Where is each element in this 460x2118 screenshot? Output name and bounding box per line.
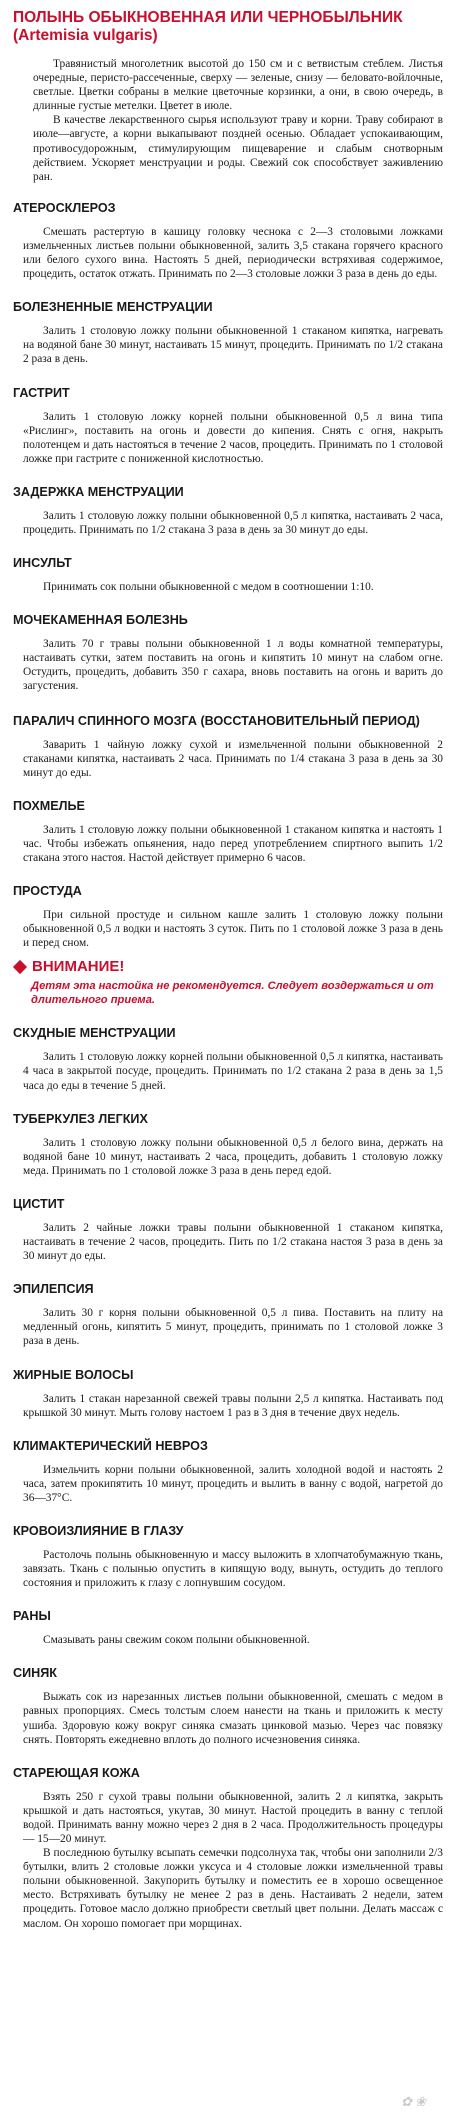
remedy-section — [13, 1439, 447, 1505]
remedy-body — [13, 1463, 447, 1505]
remedy-body — [13, 410, 447, 466]
remedy-text: Заварить 1 чайную ложку сухой и измельченной полыни обыкновенной 2 стаканами кипятка, настаивать 2 часа. Принимать по 1/4 стакана 3 раза в день за 30 минут до еды. — [23, 738, 443, 779]
remedy-text: Залить 2 чайные ложки травы полыни обыкновенной 1 стаканом кипятка, настаивать в течение 2 часов, процедить. Пить по 1/2 стакана настоя 3 раза в день за 30 минут до еды. — [23, 1221, 443, 1263]
remedy-section — [13, 556, 447, 594]
remedy-section — [13, 300, 447, 366]
remedy-heading: ГАСТРИТ — [13, 385, 70, 400]
remedy-body — [13, 1136, 447, 1178]
warning-heading — [13, 958, 447, 976]
remedy-heading: ИНСУЛЬТ — [13, 556, 72, 571]
remedy-text: Принимать сок полыни обыкновенной с медом в соотношении 1:10. — [43, 581, 374, 594]
remedy-section — [13, 1197, 447, 1263]
remedy-heading: ЗАДЕРЖКА МЕНСТРУАЦИИ — [13, 484, 184, 499]
remedy-section — [13, 485, 447, 537]
remedy-text: Взять 250 г сухой травы полыни обыкновенной, залить 2 л кипятка, закрыть крышкой и дать настояться, укутав, 30 минут. Настой процедить в ванну с теплой водой. Принимать ванну можно через 2 дня в 2 часа. Продолжительность процедуры — 15—20 минут. — [23, 1790, 443, 1845]
remedy-section — [13, 799, 447, 865]
remedy-heading: ЖИРНЫЕ ВОЛОСЫ — [13, 1367, 134, 1382]
remedy-text: Залить 1 столовую ложку корней полыни обыкновенной 0,5 л вина типа «Рислинг», поставить на огонь и довести до кипения. Снять с огня, накрыть полотенцем и дать настояться в течение 2 часов, процедить. Принимать по 1 столовой ложке при гастрите с пониженной кислотностью. — [23, 410, 443, 465]
remedy-heading: СКУДНЫЕ МЕНСТРУАЦИИ — [13, 1026, 176, 1041]
intro-paragraph-1: Травянистый многолетник высотой до 150 см и с ветвистым стеблем. Листья очередные, перисто-рассеченные, сверху — зеленые, снизу — беловато-войлочные, светлые. Цветки собраны в мелкие цветочные корзинки, а они, в свою очередь, в длинные густые метелки. Цветет в июле. — [33, 58, 443, 113]
remedy-body — [13, 1790, 447, 1931]
remedy-section — [13, 1666, 447, 1746]
remedy-heading: СИНЯК — [13, 1666, 57, 1681]
remedy-body — [13, 908, 447, 950]
remedy-text: Измельчить корни полыни обыкновенной, залить холодной водой и настоять 2 часа, затем прокипятить 10 минут, процедить и вылить в ванну с водой, нагретой до 36—37°С. — [23, 1463, 443, 1504]
remedy-text: Залить 1 стакан нарезанной свежей травы полыни 2,5 л кипятка. Настаивать под крышкой 30 минут. Мыть голову настоем 1 раз в 3 дня в течение двух недель. — [23, 1392, 443, 1419]
remedy-section — [13, 386, 447, 466]
remedy-body — [13, 738, 447, 780]
remedy-text: Смазывать раны свежим соком полыни обыкновенной. — [43, 1634, 310, 1647]
remedy-body — [13, 1221, 447, 1263]
remedy-body — [13, 1392, 447, 1420]
remedies-list-2 — [13, 1026, 447, 1930]
remedy-body — [13, 1306, 447, 1348]
remedy-body — [13, 509, 447, 537]
remedy-section — [13, 1609, 447, 1647]
remedy-body — [13, 637, 447, 693]
remedy-body — [13, 1633, 447, 1647]
title-line-1: ПОЛЫНЬ ОБЫКНОВЕННАЯ ИЛИ ЧЕРНОБЫЛЬНИК — [13, 9, 403, 26]
remedy-section — [13, 613, 447, 693]
remedies-list-1 — [13, 201, 447, 951]
intro-paragraph-2: В качестве лекарственного сырья используют траву и корни. Траву собирают в июле—августе, а корни выкапывают поздней осенью. Обладает успокаивающим, противосудорожным, стимулирующим пищеварение и слабым снотворным действием. Ускоряет менструации и роды. Свежий сок способствует заживлению ран. — [33, 114, 443, 183]
remedy-body — [13, 324, 447, 366]
remedy-heading: РАНЫ — [13, 1609, 51, 1624]
remedy-section — [13, 201, 447, 281]
remedy-heading: СТАРЕЮЩАЯ КОЖА — [13, 1765, 140, 1780]
remedy-section — [13, 884, 447, 950]
remedy-section — [13, 1282, 447, 1348]
remedy-text: Залить 1 столовую ложку полыни обыкновенной 1 стаканом кипятка и настоять 1 час. Чтобы избежать опьянения, надо перед употреблением спиртного выпить 1/2 стакана этого настоя. Настой действует примерно 6 часов. — [23, 823, 443, 864]
remedy-heading: МОЧЕКАМЕННАЯ БОЛЕЗНЬ — [13, 613, 188, 628]
watermark: ✿ ❀ — [400, 2094, 426, 2109]
title-line-2: (Artemisia vulgaris) — [13, 27, 158, 44]
remedy-text: Залить 1 столовую ложку полыни обыкновенной 0,5 л белого вина, держать на водяной бане 10 минут, настаивать 2 часа, процедить, добавить 1 столовую ложку меда. Принимать по 1 столовой ложке 3 раза в день перед едой. — [23, 1136, 443, 1177]
remedy-heading: АТЕРОСКЛЕРОЗ — [13, 200, 116, 215]
warning-label: ВНИМАНИЕ! — [32, 958, 125, 976]
remedy-heading: ТУБЕРКУЛЕЗ ЛЕГКИХ — [13, 1111, 148, 1126]
warning-block — [13, 958, 447, 1007]
remedy-text: Выжать сок из нарезанных листьев полыни обыкновенной, смешать с медом в равных пропорциях. Смесь толстым слоем нанести на ткань и приложить к месту ушиба. Здоровую кожу вокруг синяка смазать цинковой мазью. Через час повязку снять. Повторять ежедневно вплоть до полного исчезновения синяка. — [23, 1691, 443, 1746]
remedy-heading: ПОХМЕЛЬЕ — [13, 798, 85, 813]
remedy-heading: ПРОСТУДА — [13, 884, 82, 899]
remedy-section — [13, 1026, 447, 1092]
remedy-text: При сильной простуде и сильном кашле залить 1 столовую ложку полыни обыкновенной 0,5 л водки и настоять 3 суток. Пить по 1 столовой ложке 3 раза в день и перед сном. — [23, 909, 443, 950]
warning-text: Детям эта настойка не рекомендуется. Следует воздержаться и от длительного приема. — [31, 980, 434, 1007]
remedy-heading: КРОВОИЗЛИЯНИЕ В ГЛАЗУ — [13, 1523, 184, 1538]
intro — [13, 57, 447, 184]
remedy-section — [13, 1524, 447, 1590]
remedy-section — [13, 1368, 447, 1420]
remedy-body — [13, 1690, 447, 1746]
remedy-text: Смешать растертую в кашицу головку чеснока с 2—3 столовыми ложками измельченных листьев полыни обыкновенной, залить 3,5 стакана горячего красного или белого сухого вина. Настоять 5 дней, периодически встряхивая содержимое, процедить, остаток отжать. Принимать по 2—3 столовые ложки 3 раза в день до еды. — [23, 225, 443, 281]
warning-diamond-icon — [13, 960, 27, 974]
remedy-section — [13, 1112, 447, 1178]
remedy-heading: ЦИСТИТ — [13, 1196, 65, 1211]
remedy-body — [13, 823, 447, 865]
remedy-text: Залить 1 столовую ложку полыни обыкновенной 1 стаканом кипятка, нагревать на водяной бане 30 минут, настаивать 15 минут, процедить. Принимать по 1/2 стакана 2 раза в день. — [23, 325, 443, 366]
remedy-body — [13, 1050, 447, 1092]
remedy-text-2: В последнюю бутылку всыпать семечки подсолнуха так, чтобы они заполнили 2/3 бутылки, влить 2 столовые ложки уксуса и 4 столовые ложки измельченной травы полыни обыкновенной. Закупорить бутылку и поместить ее в хорошо освещенное место. Встряхивать бутылку не менее 2 раз в день. Настаивать 2 недели, затем процедить. Готовое масло должно приобрести светлый цвет полыни. Делать массаж с маслом. Он хорошо помогает при морщинах. — [23, 1847, 443, 1930]
remedy-body — [13, 1548, 447, 1590]
remedy-section — [13, 1766, 447, 1931]
remedy-text: Растолочь полынь обыкновенную и массу выложить в хлопчатобумажную ткань, завязать. Ткань с полынью опустить в кипящую воду, вынуть, остудить до теплого состояния и приложить к глазу с лопнувшим сосудом. — [23, 1548, 443, 1590]
remedy-heading: КЛИМАКТЕРИЧЕСКИЙ НЕВРОЗ — [13, 1438, 208, 1453]
remedy-text: Залить 1 столовую ложку корней полыни обыкновенной 0,5 л кипятка, настаивать 4 часа в закрытой посуде, процедить. Принимать по 1/2 стакана 2 раза в день за 1,5 часа до еды в течение 5 дней. — [23, 1051, 443, 1092]
remedy-text: Залить 70 г травы полыни обыкновенной 1 л воды комнатной температуры, настаивать сутки, затем поставить на огонь и кипятить 10 минут на слабом огне. Остудить, процедить, добавить 350 г сахара, вновь поставить на огонь и варить до загустения. — [23, 638, 443, 693]
remedy-body — [13, 580, 447, 594]
remedy-text: Залить 30 г корня полыни обыкновенной 0,5 л пива. Поставить на плиту на медленный огонь, кипятить 5 минут, процедить, принимать по 1 столовой ложке 3 раза в день. — [23, 1307, 443, 1348]
remedy-heading: ЭПИЛЕПСИЯ — [13, 1282, 94, 1297]
remedy-section — [13, 713, 447, 780]
remedy-heading: БОЛЕЗНЕННЫЕ МЕНСТРУАЦИИ — [13, 300, 213, 315]
remedy-heading: ПАРАЛИЧ СПИННОГО МОЗГА (ВОССТАНОВИТЕЛЬНЫЙ ПЕРИОД) — [13, 713, 420, 728]
remedy-text: Залить 1 столовую ложку полыни обыкновенной 0,5 л кипятка, настаивать 2 часа, процедить. Принимать по 1/2 стакана 3 раза в день за 30 минут до еды. — [23, 509, 443, 536]
remedy-body — [13, 225, 447, 281]
article-title — [13, 0, 447, 45]
